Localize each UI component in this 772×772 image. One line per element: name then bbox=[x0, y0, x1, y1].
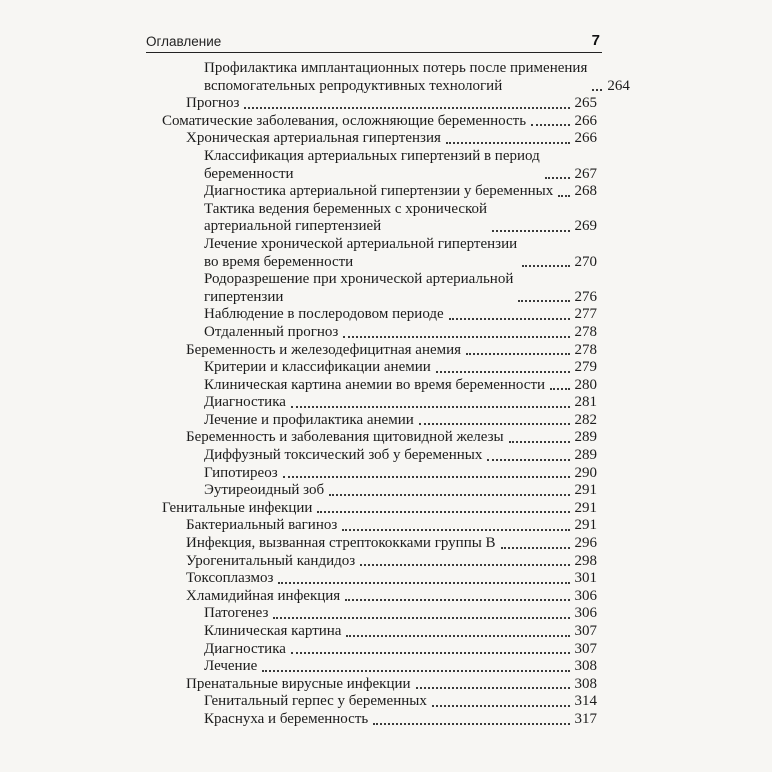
toc-leader-dots bbox=[360, 564, 569, 566]
toc-page-number: 298 bbox=[574, 552, 597, 569]
toc-entry-title bbox=[204, 306, 444, 324]
toc-entry bbox=[146, 306, 602, 324]
toc-page-number: 317 bbox=[574, 710, 597, 727]
toc-leader-dots bbox=[342, 529, 569, 531]
toc-entry-title-line: Беременность и железодефицитная анемия bbox=[186, 341, 462, 358]
toc-entry-title-line: Урогенитальный кандидоз bbox=[186, 552, 356, 569]
toc-entry-title-line: Беременность и заболевания щитовидной железы bbox=[186, 429, 504, 446]
toc-entry-title bbox=[162, 500, 312, 518]
toc-entry-title bbox=[186, 676, 411, 694]
toc-entry bbox=[146, 623, 602, 641]
toc-page-number: 266 bbox=[574, 130, 597, 147]
toc-entry bbox=[146, 676, 602, 694]
toc-entry bbox=[146, 324, 602, 342]
toc-entry-title-line: Пренатальные вирусные инфекции bbox=[186, 675, 411, 692]
toc-entry bbox=[146, 447, 602, 465]
toc-page-number: 265 bbox=[574, 95, 597, 112]
toc-page-number: 289 bbox=[574, 447, 597, 464]
toc-leader-dots bbox=[446, 142, 570, 144]
toc-leader-dots bbox=[518, 300, 569, 302]
toc-entry bbox=[146, 429, 602, 447]
toc-leader-dots bbox=[509, 441, 570, 443]
toc-entry-title-line: Токсоплазмоз bbox=[186, 570, 274, 587]
toc-leader-dots bbox=[492, 230, 569, 232]
toc-leader-dots bbox=[522, 265, 569, 267]
toc-entry-title bbox=[186, 535, 496, 553]
toc-entry-title bbox=[204, 447, 482, 465]
toc-entry bbox=[146, 271, 602, 306]
toc-entry-title bbox=[204, 693, 427, 711]
toc-leader-dots bbox=[501, 547, 570, 549]
toc-page-number: 291 bbox=[574, 482, 597, 499]
toc-entry bbox=[146, 641, 602, 659]
toc-page-number: 269 bbox=[574, 218, 597, 235]
toc-entry-title-line: Лечение bbox=[204, 658, 258, 675]
toc-leader-dots bbox=[244, 107, 569, 109]
toc-page-number: 301 bbox=[574, 570, 597, 587]
toc-entry bbox=[146, 60, 630, 95]
toc-entry-title bbox=[186, 130, 441, 148]
toc-entry-title-line: Инфекция, вызванная стрептококками группы В bbox=[186, 535, 496, 552]
toc-entry-title bbox=[204, 711, 368, 729]
toc-entry bbox=[146, 658, 602, 676]
toc-entry-title-line: Генитальный герпес у беременных bbox=[204, 693, 427, 710]
toc-page-number: 306 bbox=[574, 587, 597, 604]
toc-page-number: 307 bbox=[574, 623, 597, 639]
toc-entry-title bbox=[204, 271, 513, 306]
toc-entry-title-line: Диагностика артериальной гипертензии у беременных bbox=[204, 183, 554, 200]
toc-page-number: 266 bbox=[574, 112, 597, 129]
toc-entry-title-line: Критерии и классификации анемии bbox=[204, 359, 431, 376]
toc-leader-dots bbox=[345, 599, 569, 601]
toc-entry-title bbox=[204, 658, 257, 676]
toc-entry-title-line: Клиническая картина bbox=[204, 623, 342, 639]
toc-entry-title-line: Диагностика bbox=[204, 394, 286, 411]
toc-entry-title-line: Тактика ведения беременных с хронической bbox=[204, 200, 488, 217]
toc-page-number: 278 bbox=[574, 341, 597, 358]
toc-entry bbox=[146, 377, 602, 395]
toc-entry-title-line: Диагностика bbox=[204, 640, 286, 657]
toc-page-number: 290 bbox=[574, 464, 597, 481]
toc-page-number: 314 bbox=[574, 693, 597, 710]
toc-leader-dots bbox=[592, 89, 602, 91]
toc-entry bbox=[146, 605, 602, 623]
toc-entry-title-line: во время беременности bbox=[204, 253, 354, 270]
header-title: Оглавление bbox=[146, 34, 222, 49]
toc-entry-title-line: Генитальные инфекции bbox=[162, 499, 313, 516]
toc-entry-title bbox=[204, 482, 324, 500]
toc-entry-title-line: вспомогательных репродуктивных технологий bbox=[204, 77, 503, 94]
toc-entry-title bbox=[204, 359, 431, 377]
toc-leader-dots bbox=[416, 687, 570, 689]
toc-entry-title bbox=[204, 394, 286, 412]
toc-entry-title bbox=[204, 148, 540, 183]
toc-leader-dots bbox=[317, 511, 569, 513]
toc-leader-dots bbox=[466, 353, 569, 355]
toc-page-number: 282 bbox=[574, 411, 597, 428]
toc-entry bbox=[146, 711, 602, 729]
toc-entry-title-line: Родоразрешение при хронической артериальной bbox=[204, 271, 514, 288]
toc-leader-dots bbox=[343, 336, 569, 338]
toc-entry bbox=[146, 412, 602, 430]
toc-entry-title-line: Соматические заболевания, осложняющие беременность bbox=[162, 112, 527, 129]
header-page-number: 7 bbox=[591, 32, 600, 49]
toc-page-number: 308 bbox=[574, 675, 597, 692]
toc-entry-title bbox=[186, 553, 355, 571]
toc-leader-dots bbox=[432, 705, 570, 707]
toc-leader-dots bbox=[550, 388, 569, 390]
toc-entry-title-line: Бактериальный вагиноз bbox=[186, 517, 338, 534]
toc-entry-title-line: беременности bbox=[204, 165, 294, 182]
toc-page-number: 307 bbox=[574, 640, 597, 657]
toc-leader-dots bbox=[449, 318, 570, 320]
toc-leader-dots bbox=[278, 582, 569, 584]
toc-entry bbox=[146, 465, 602, 483]
toc-entry-title bbox=[204, 236, 517, 271]
toc-entry-title-line: артериальной гипертензией bbox=[204, 218, 382, 235]
toc-leader-dots bbox=[419, 423, 570, 425]
toc-entry-title bbox=[204, 623, 341, 641]
toc-entry bbox=[146, 693, 602, 711]
toc-entry bbox=[146, 148, 602, 183]
toc-entry-title bbox=[204, 377, 545, 395]
toc-entry-title-line: Отдаленный прогноз bbox=[204, 323, 339, 340]
toc-leader-dots bbox=[262, 670, 569, 672]
toc-page-number: 270 bbox=[574, 253, 597, 270]
toc-entry-title bbox=[186, 95, 239, 113]
toc-leader-dots bbox=[373, 723, 569, 725]
toc-page-number: 291 bbox=[574, 517, 597, 534]
toc-entry bbox=[146, 535, 602, 553]
toc-entry-title bbox=[186, 342, 461, 360]
toc-leader-dots bbox=[283, 476, 570, 478]
toc-entry bbox=[146, 95, 602, 113]
toc-page-number: 279 bbox=[574, 359, 597, 376]
toc-entry bbox=[146, 500, 602, 518]
toc-entry-title bbox=[204, 324, 338, 342]
toc-leader-dots bbox=[531, 124, 569, 126]
toc-entry-title-line: Патогенез bbox=[204, 605, 269, 622]
toc-entry-title bbox=[162, 113, 526, 131]
toc-entry-title-line: Хроническая артериальная гипертензия bbox=[186, 130, 441, 147]
toc-entry-title-line: Наблюдение в послеродовом периоде bbox=[204, 306, 444, 323]
toc-entry-title bbox=[186, 588, 340, 606]
toc-entry bbox=[146, 482, 602, 500]
toc-entry-title bbox=[204, 201, 487, 236]
toc-leader-dots bbox=[346, 635, 569, 637]
toc-entry bbox=[146, 342, 602, 360]
toc-page-number: 308 bbox=[574, 658, 597, 675]
toc-leader-dots bbox=[291, 652, 570, 654]
toc-page-number: 280 bbox=[574, 376, 597, 393]
page-header bbox=[146, 30, 602, 53]
toc-entry-title-line: Эутиреоидный зоб bbox=[204, 482, 325, 499]
toc-entry bbox=[146, 201, 602, 236]
toc-entry-title bbox=[204, 60, 587, 95]
toc-entry-title-line: Краснуха и беременность bbox=[204, 710, 369, 727]
toc-entry-title bbox=[204, 641, 286, 659]
toc-leader-dots bbox=[329, 494, 569, 496]
toc-entry bbox=[146, 113, 602, 131]
toc-entry-title-line: Классификация артериальных гипертензий в период bbox=[204, 147, 540, 164]
toc-entry bbox=[146, 517, 602, 535]
toc-entry-title-line: Лечение хронической артериальной гипертензии bbox=[204, 235, 518, 252]
toc-page-number: 278 bbox=[574, 323, 597, 340]
toc-page-number: 291 bbox=[574, 499, 597, 516]
toc-entry bbox=[146, 394, 602, 412]
toc-entry-title bbox=[204, 412, 414, 430]
toc-entry bbox=[146, 183, 602, 201]
toc-entry-title-line: Клиническая картина анемии во время беременности bbox=[204, 376, 546, 393]
toc-page-number: 277 bbox=[574, 306, 597, 323]
toc-entry-title-line: гипертензии bbox=[204, 288, 284, 305]
toc-entry-title-line: Диффузный токсический зоб у беременных bbox=[204, 447, 483, 464]
toc-entry bbox=[146, 553, 602, 571]
toc-page-number: 306 bbox=[574, 605, 597, 622]
toc-entry-title bbox=[204, 605, 268, 623]
toc-entry bbox=[146, 588, 602, 606]
toc-leader-dots bbox=[545, 177, 570, 179]
toc-entry bbox=[146, 359, 602, 377]
toc-leader-dots bbox=[273, 617, 569, 619]
toc-leader-dots bbox=[291, 406, 570, 408]
table-of-contents bbox=[146, 60, 630, 729]
toc-entry-title-line: Лечение и профилактика анемии bbox=[204, 411, 414, 428]
toc-entry-title-line: Хламидийная инфекция bbox=[186, 587, 341, 604]
toc-leader-dots bbox=[487, 459, 569, 461]
toc-entry-title bbox=[186, 570, 273, 588]
toc-entry-title bbox=[204, 465, 278, 483]
toc-entry-title-line: Профилактика имплантационных потерь после применения bbox=[204, 60, 588, 76]
toc-page-number: 267 bbox=[574, 165, 597, 182]
toc-page-number: 289 bbox=[574, 429, 597, 446]
toc-entry-title-line: Гипотиреоз bbox=[204, 464, 278, 481]
toc-entry-title bbox=[186, 429, 504, 447]
toc-entry-title-line: Прогноз bbox=[186, 95, 240, 112]
toc-leader-dots bbox=[436, 371, 570, 373]
toc-page-number: 268 bbox=[574, 183, 597, 200]
toc-entry-title bbox=[186, 517, 337, 535]
toc-entry-title bbox=[204, 183, 553, 201]
toc-page-number: 281 bbox=[574, 394, 597, 411]
toc-page-number: 276 bbox=[574, 288, 597, 305]
toc-page-number: 264 bbox=[607, 77, 630, 94]
toc-entry bbox=[146, 570, 602, 588]
toc-entry bbox=[146, 236, 602, 271]
toc-entry bbox=[146, 130, 602, 148]
toc-page-number: 296 bbox=[574, 535, 597, 552]
toc-leader-dots bbox=[558, 195, 569, 197]
